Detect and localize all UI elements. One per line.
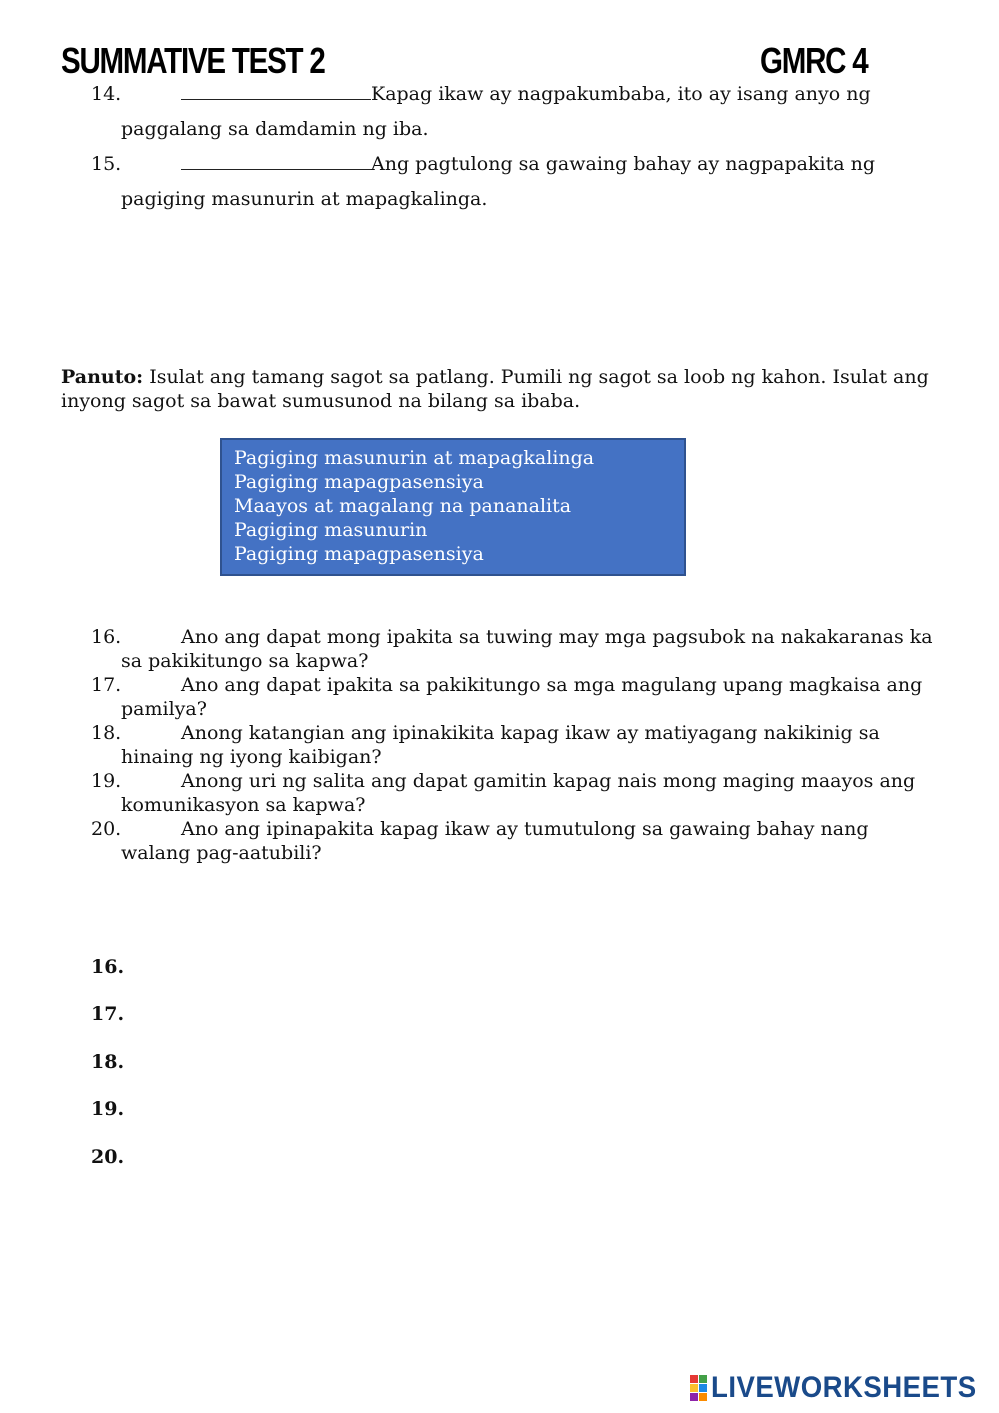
answer-label: 18. <box>91 1051 125 1073</box>
question-list <box>91 625 941 865</box>
item-number: 14. <box>91 83 122 105</box>
liveworksheets-logo-icon <box>690 1375 707 1401</box>
item-number: 15. <box>91 153 122 175</box>
choice-item: Pagiging masunurin at mapagkalinga <box>234 447 595 469</box>
answer-label: 16. <box>91 956 125 978</box>
item-statement: Ang pagtulong sa gawaing bahay ay nagpapakita ng <box>371 153 875 175</box>
logo-tile <box>690 1384 698 1392</box>
question-number: 18. <box>91 722 122 744</box>
answer-blank[interactable] <box>181 77 371 100</box>
question-number: 17. <box>91 674 122 696</box>
question-text: Ano ang ipinapakita kapag ikaw ay tumutulong sa gawaing bahay nang walang pag-aatubili? <box>121 818 869 864</box>
logo-text: LIVEWORKSHEETS <box>711 1371 977 1404</box>
instructions <box>61 365 931 413</box>
logo-tile <box>690 1393 698 1401</box>
question-text: Anong uri ng salita ang dapat gamitin kapag nais mong maging maayos ang komunikasyon sa kapwa? <box>121 770 916 816</box>
subject-title: GMRC 4 <box>760 40 868 81</box>
worksheet-title: SUMMATIVE TEST 2 <box>61 40 325 81</box>
choice-item: Pagiging mapagpasensiya <box>234 471 484 493</box>
logo-tile <box>690 1375 698 1383</box>
question-text: Anong katangian ang ipinakikita kapag ikaw ay matiyagang nakikinig sa hinaing ng iyong kaibigan? <box>121 722 880 768</box>
choice-item: Maayos at magalang na pananalita <box>234 495 572 517</box>
logo-tile <box>699 1384 707 1392</box>
item-statement: Kapag ikaw ay nagpakumbaba, ito ay isang anyo ng <box>371 83 871 105</box>
item-statement-continued: pagiging masunurin at mapagkalinga. <box>121 188 488 210</box>
question-number: 20. <box>91 818 122 840</box>
logo-tile <box>699 1375 707 1383</box>
question-text: Ano ang dapat mong ipakita sa tuwing may mga pagsubok na nakakaranas ka sa pakikitungo sa kapwa? <box>121 626 933 672</box>
question-item <box>91 721 941 769</box>
choice-item: Pagiging mapagpasensiya <box>234 543 484 565</box>
choice-item: Pagiging masunurin <box>234 519 428 541</box>
instructions-text: Isulat ang tamang sagot sa patlang. Pumili ng sagot sa loob ng kahon. Isulat ang inyong sagot sa bawat sumusunod na bilang sa ibaba. <box>61 366 929 412</box>
question-number: 19. <box>91 770 122 792</box>
item-statement-continued: paggalang sa damdamin ng iba. <box>121 118 429 140</box>
answer-blank[interactable] <box>181 147 371 170</box>
answer-label: 17. <box>91 1003 125 1025</box>
answer-label: 19. <box>91 1098 125 1120</box>
answer-label: 20. <box>91 1146 125 1168</box>
choice-box <box>220 438 686 576</box>
question-text: Ano ang dapat ipakita sa pakikitungo sa mga magulang upang magkaisa ang pamilya? <box>121 674 923 720</box>
question-number: 16. <box>91 626 122 648</box>
question-item <box>91 817 941 865</box>
question-item <box>91 673 941 721</box>
logo-tile <box>699 1393 707 1401</box>
liveworksheets-logo <box>690 1372 999 1404</box>
instructions-label: Panuto: <box>61 366 144 388</box>
question-item <box>91 769 941 817</box>
question-item <box>91 625 941 673</box>
